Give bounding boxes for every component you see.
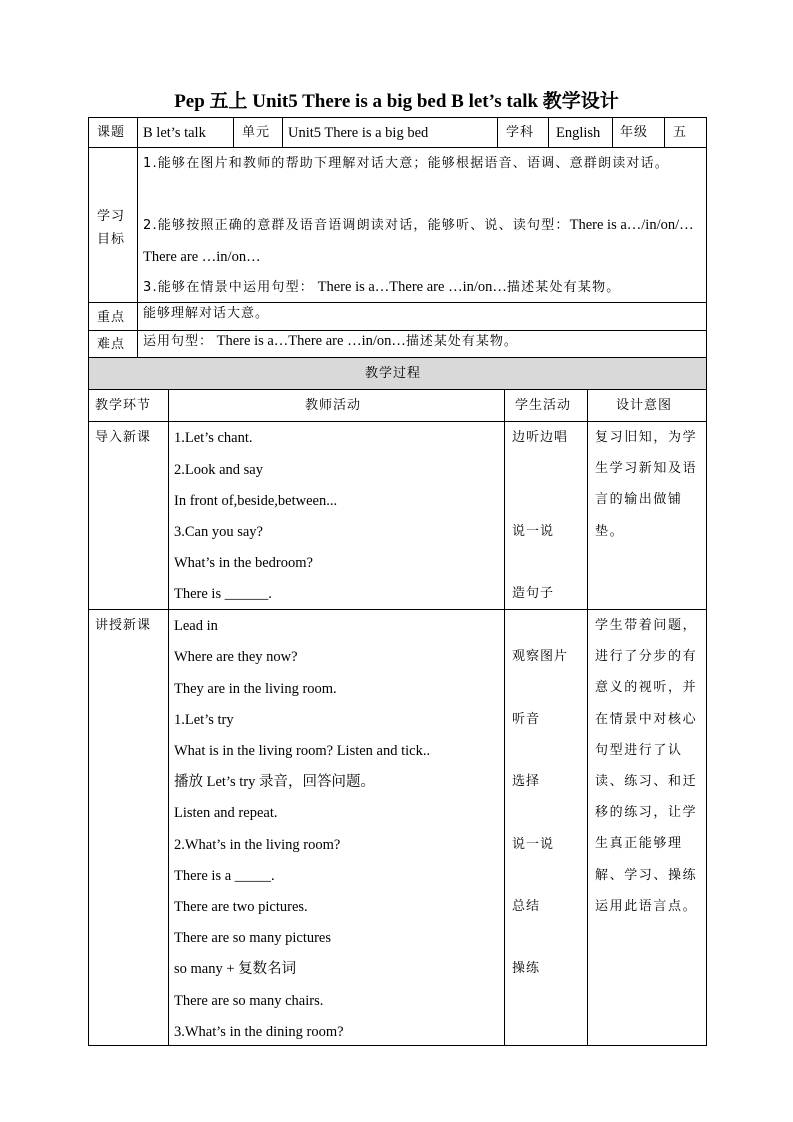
section1-teacher-line: What’s in the bedroom? xyxy=(174,555,313,571)
difficulty-label: 难点 xyxy=(97,337,126,352)
objective-3-text-cn: 3.能够在情景中运用句型： xyxy=(143,280,315,295)
objective-3-text-tail: 描述某处有某物。 xyxy=(506,280,621,295)
objective-3-text-en: There is a…There are …in/on… xyxy=(314,279,507,295)
section2-intent: 学生带着问题，进行了分步的有意义的视听，并在情景中对核心句型进行了认读、练习、和迁移的练习，让学生真正能够理解、学习、操练运用此语言点。 xyxy=(595,618,698,914)
section2-teacher-line: Where are they now? xyxy=(174,649,298,665)
section2-teacher-line: 播放 Let’s try 录音，回答问题。 xyxy=(174,774,375,790)
column-header-stage: 教学环节 xyxy=(95,398,152,413)
section1-student-activity: 边听边唱 xyxy=(512,430,569,445)
section1-teacher-line: In front of,beside,between... xyxy=(174,493,338,509)
section2-student-activity: 选择 xyxy=(512,774,541,789)
section2-student-activity: 观察图片 xyxy=(512,649,569,664)
section1-teacher-line: 2.Look and say xyxy=(174,462,263,478)
objective-1 xyxy=(143,148,703,180)
difficulty-text-cn: 运用句型： xyxy=(143,334,214,349)
objective-2 xyxy=(143,210,703,273)
section1-teacher-line: 3.Can you say? xyxy=(174,524,263,540)
section2-name: 讲授新课 xyxy=(95,618,152,633)
difficulty-text-tail: 描述某处有某物。 xyxy=(405,334,518,349)
section2-teacher-line: What is in the living room? Listen and tick.. xyxy=(174,743,431,759)
page-title: Pep 五上 Unit5 There is a big bed B let’s talk 教学设计 xyxy=(174,91,619,112)
key-point-label: 重点 xyxy=(97,310,126,325)
section1-intent: 复习旧知，为学生学习新知及语言的输出做铺垫。 xyxy=(595,430,698,539)
section2-teacher-line: Listen and repeat. xyxy=(174,805,278,821)
section2-teacher-line: There are so many pictures xyxy=(174,930,332,946)
section2-teacher-line: There is a _____. xyxy=(174,868,275,884)
objective-3 xyxy=(143,272,703,304)
unit-label: 单元 xyxy=(242,125,271,140)
section2-student-activity: 说一说 xyxy=(512,837,555,852)
grade-value: 五 xyxy=(673,125,688,140)
course-value: B let’s talk xyxy=(143,125,206,141)
course-label: 课题 xyxy=(97,125,126,140)
section2-student-activity: 总结 xyxy=(512,899,541,914)
grade-label: 年级 xyxy=(620,125,649,140)
section2-teacher-line: Lead in xyxy=(174,618,218,634)
section2-teacher-line: 1.Let’s try xyxy=(174,712,234,728)
section2-student-activity: 操练 xyxy=(512,961,541,976)
objective-2-text-en: There is a…/in/on/…There are …in/on… xyxy=(143,217,694,265)
objectives-label-line2: 目标 xyxy=(97,232,126,247)
section2-teacher-line: They are in the living room. xyxy=(174,681,337,697)
section1-teacher-line: There is ______. xyxy=(174,586,272,602)
section1-name: 导入新课 xyxy=(95,430,152,445)
subject-value: English xyxy=(556,125,601,141)
section2-teacher-line: so many + 复数名词 xyxy=(174,961,297,977)
objective-1-text: 1.能够在图片和教师的帮助下理解对话大意；能够根据语音、语调、意群朗读对话。 xyxy=(143,156,670,171)
column-header-teacher: 教师活动 xyxy=(305,398,362,413)
section2-student-activity: 听音 xyxy=(512,712,541,727)
section1-student-activity: 说一说 xyxy=(512,524,555,539)
column-header-intent: 设计意图 xyxy=(616,398,673,413)
objectives-label-line1: 学习 xyxy=(97,209,126,224)
section2-teacher-line: There are two pictures. xyxy=(174,899,308,915)
difficulty-text xyxy=(143,333,518,350)
key-point-text: 能够理解对话大意。 xyxy=(143,306,270,321)
column-header-student: 学生活动 xyxy=(515,398,572,413)
objective-2-text-cn: 2.能够按照正确的意群及语音语调朗读对话，能够听、说、读句型： xyxy=(143,218,570,233)
subject-label: 学科 xyxy=(506,125,535,140)
section2-teacher-line: There are so many chairs. xyxy=(174,993,324,1009)
section1-student-activity: 造句子 xyxy=(512,586,555,601)
section1-teacher-line: 1.Let’s chant. xyxy=(174,430,253,446)
process-header: 教学过程 xyxy=(365,366,422,381)
difficulty-text-en: There is a…There are …in/on… xyxy=(213,333,406,349)
section2-teacher-line: 3.What’s in the dining room? xyxy=(174,1024,344,1040)
unit-value: Unit5 There is a big bed xyxy=(288,125,429,141)
section2-teacher-line: 2.What’s in the living room? xyxy=(174,837,341,853)
